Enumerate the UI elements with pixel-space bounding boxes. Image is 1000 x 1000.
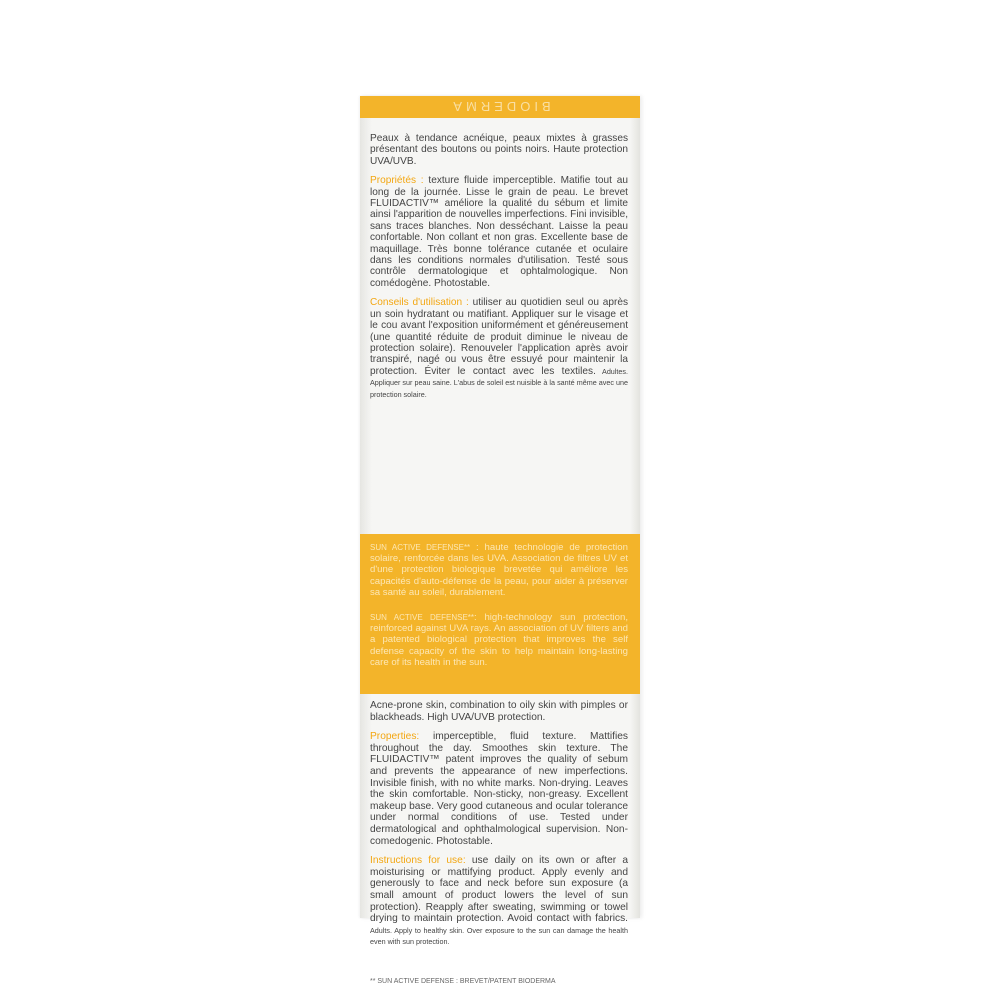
en-usage-text: use daily on its own or after a moisturising or mattifying product. Apply evenly and generously to face and neck before sun exposure (a small amount of product lowers the level of sun protection). Reapply after sweating, swimming or towel drying to maintain protection. Avoid contact with fabrics. <box>370 855 628 925</box>
en-properties <box>370 731 628 847</box>
french-text-block <box>370 133 628 408</box>
fr-usage-small: Adultes. Appliquer sur peau saine. L'abus de soleil est nuisible à la santé même avec une protection solaire. <box>370 366 628 399</box>
fr-intro: Peaux à tendance acnéique, peaux mixtes à grasses présentant des boutons ou points noirs. Haute protection UVA/UVB. <box>370 133 628 167</box>
band-fr-title: SUN ACTIVE DEFENSE** <box>370 543 471 552</box>
fr-usage <box>370 297 628 400</box>
en-properties-label: Properties: <box>370 731 420 743</box>
en-usage-label: Instructions for use: <box>370 855 466 867</box>
band-en-title: SUN ACTIVE DEFENSE** <box>370 613 475 622</box>
patent-footnote: ** SUN ACTIVE DEFENSE : BREVET/PATENT BIODERMA <box>370 978 556 985</box>
fr-properties <box>370 175 628 289</box>
band-en-text: : high-technology sun protection, reinforced against UVA rays. An association of UV filters and a patented biological protection that improves the self defense capacity of the skin to help maintain long-lasting care of its health in the sun. <box>370 612 628 668</box>
band-fr-text: : haute technologie de protection solaire, renforcée dans les UVA. Association de filtres UV et d'une protection biologique brevetée qui améliore les capacités d'auto-défense de la peau, pour aider à préserver sa santé au soleil, durablement. <box>370 542 628 598</box>
top-flap <box>360 96 640 118</box>
en-properties-text: imperceptible, fluid texture. Mattifies throughout the day. Smoothes skin texture. The FLUIDACTIV™ patent improves the quality of sebum and prevents the appearance of new imperfections. Invisible finish, with no white marks. Non-drying. Leaves the skin comfortable. Non-sticky, non-greasy. Excellent makeup base. Very good cutaneous and ocular tolerance under normal conditions of use. Tested under dermatological and ophthalmological supervision. Non-comedogenic. Photostable. <box>370 731 628 847</box>
product-box <box>360 96 640 985</box>
fr-properties-text: texture fluide imperceptible. Matifie tout au long de la journée. Lisse le grain de peau. Le brevet FLUIDACTIV™ améliore la qualité du sébum et limite ainsi l'apparition de nouvelles imperfections. Fini invisible, sans traces blanches. Non desséchant. Laisse la peau confortable. Non collant et non gras. Excellente base de maquillage. Très bonne tolérance cutanée et oculaire dans les conditions normales d'utilisation. Testé sous contrôle dermatologique et ophtalmologique. Non comédogène. Photostable. <box>370 175 628 289</box>
fr-usage-label: Conseils d'utilisation : <box>370 297 469 309</box>
en-intro: Acne-prone skin, combination to oily skin with pimples or blackheads. High UVA/UVB protection. <box>370 700 628 723</box>
box-right-edge-shadow <box>630 96 640 918</box>
sun-active-defense-band <box>360 534 640 694</box>
brand-logo-inverted: BIODERMA <box>449 99 551 114</box>
fr-usage-text: utiliser au quotidien seul ou après un soin hydratant ou matifiant. Appliquer sur le visage et le cou avant l'exposition uniformément et généreusement (une quantité réduite de produit diminue le niveau de protection solaire). Renouveler l'application après avoir transpiré, nagé ou vous être essuyé pour maintenir la protection. Éviter le contact avec les textiles. <box>370 297 628 377</box>
en-usage-small: Adults. Apply to healthy skin. Over exposure to the sun can damage the health even with sun protection. <box>370 925 628 947</box>
english-text-block <box>370 700 628 956</box>
band-english <box>370 612 628 668</box>
fr-properties-label: Propriétés : <box>370 175 424 187</box>
band-french <box>370 542 628 598</box>
en-usage <box>370 855 628 948</box>
